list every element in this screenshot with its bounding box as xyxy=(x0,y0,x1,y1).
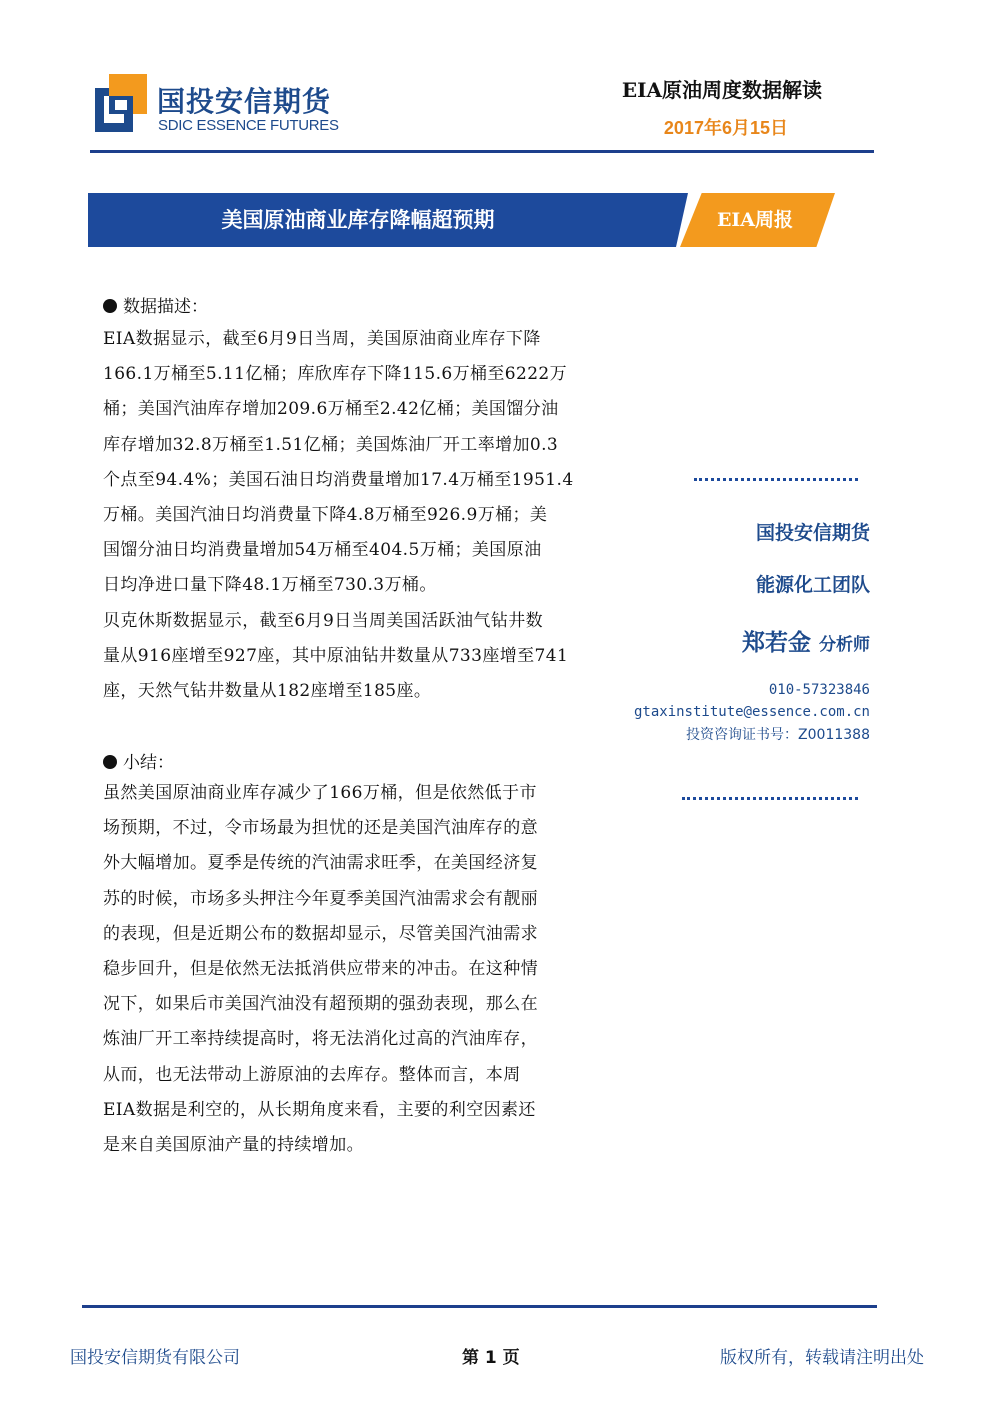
text-line: 场预期，不过，令市场最为担忧的还是美国汽油库存的意 xyxy=(103,818,538,839)
company-logo xyxy=(95,74,147,132)
analyst-certificate: 投资咨询证书号：Z0011388 xyxy=(686,727,870,743)
bullet-icon xyxy=(103,299,117,313)
text-line: 万桶。美国汽油日均消费量下降4.8万桶至926.9万桶；美 xyxy=(103,505,548,526)
text-line: 稳步回升，但是依然无法抵消供应带来的冲击。在这种情 xyxy=(103,959,538,980)
text-line: 座，天然气钻井数量从182座增至185座。 xyxy=(103,681,432,702)
text-line: 国馏分油日均消费量增加54万桶至404.5万桶；美国原油 xyxy=(103,540,542,561)
footer-company: 国投安信期货有限公司 xyxy=(70,1348,240,1368)
report-date: 2017年6月15日 xyxy=(663,118,788,138)
report-title: EIA原油周度数据解读 xyxy=(621,78,822,102)
text-line: EIA数据是利空的，从长期角度来看，主要的利空因素还 xyxy=(103,1099,536,1120)
text-line: 桶；美国汽油库存增加209.6万桶至2.42亿桶；美国馏分油 xyxy=(103,399,559,420)
sidebar-company: 国投安信期货 xyxy=(755,522,870,544)
footer-divider xyxy=(82,1305,877,1308)
logo-english-name: SDIC ESSENCE FUTURES xyxy=(158,117,339,134)
analyst-name: 郑若金 xyxy=(742,630,811,656)
text-line: 苏的时候，市场多头押注今年夏季美国汽油需求会有靓丽 xyxy=(103,888,538,909)
data-paragraph xyxy=(103,322,603,709)
text-line: 的表现，但是近期公布的数据却显示，尽管美国汽油需求 xyxy=(103,923,538,944)
text-line: 虽然美国原油商业库存减少了166万桶，但是依然低于市 xyxy=(103,783,537,803)
text-line: 况下，如果后市美国汽油没有超预期的强劲表现，那么在 xyxy=(103,994,538,1015)
summary-section-heading: 小结： xyxy=(103,748,174,773)
analyst-email[interactable]: gtaxinstitute@essence.com.cn xyxy=(633,704,870,720)
text-line: 从而，也无法带动上游原油的去库存。整体而言，本周 xyxy=(103,1064,521,1085)
text-line: 日均净进口量下降48.1万桶至730.3万桶。 xyxy=(103,575,437,596)
text-line: 贝克休斯数据显示，截至6月9日当周美国活跃油气钻井数 xyxy=(103,610,544,631)
text-line: 量从916座增至927座，其中原油钻井数量从733座增至741 xyxy=(103,645,569,666)
sidebar-divider-bottom xyxy=(682,797,858,800)
text-line: 炼油厂开工率持续提高时，将无法消化过高的汽油库存， xyxy=(103,1029,538,1050)
summary-paragraph xyxy=(103,776,603,1163)
banner-tag: EIA周报 xyxy=(716,209,794,231)
page-number: 第 1 页 xyxy=(462,1348,520,1368)
sidebar-divider-top xyxy=(694,478,858,481)
header-divider xyxy=(90,150,874,153)
sidebar-analyst xyxy=(742,624,870,657)
text-line: 个点至94.4%；美国石油日均消费量增加17.4万桶至1951.4 xyxy=(103,469,574,490)
text-line: 是来自美国原油产量的持续增加。 xyxy=(103,1135,364,1156)
logo-company-name: 国投安信期货 xyxy=(157,85,332,118)
footer-copyright: 版权所有，转载请注明出处 xyxy=(720,1348,924,1368)
text-line: EIA数据显示，截至6月9日当周，美国原油商业库存下降 xyxy=(103,329,541,349)
text-line: 外大幅增加。夏季是传统的汽油需求旺季，在美国经济复 xyxy=(103,853,538,874)
analyst-role: 分析师 xyxy=(819,635,870,655)
banner-title: 美国原油商业库存降幅超预期 xyxy=(221,207,495,232)
text-line: 库存增加32.8万桶至1.51亿桶；美国炼油厂开工率增加0.3 xyxy=(103,434,559,455)
sidebar-team: 能源化工团队 xyxy=(755,574,870,596)
analyst-phone: 010-57323846 xyxy=(768,682,870,698)
data-section-heading: 数据描述： xyxy=(103,292,208,317)
bullet-icon xyxy=(103,755,117,769)
text-line: 166.1万桶至5.11亿桶；库欣库存下降115.6万桶至6222万 xyxy=(103,364,568,385)
